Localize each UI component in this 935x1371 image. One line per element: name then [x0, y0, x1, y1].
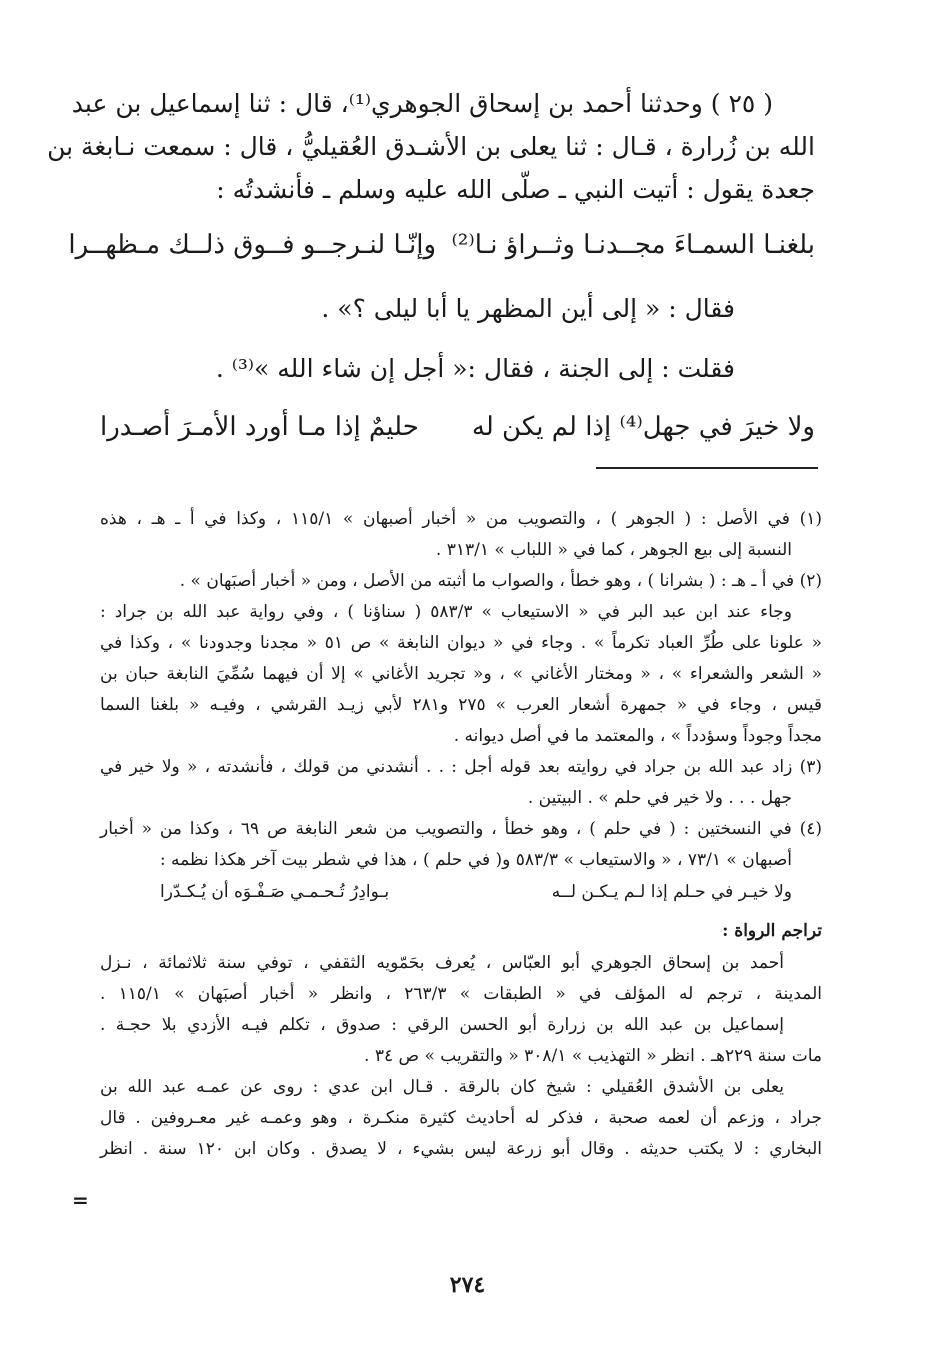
footnote-line: « الشعر والشعراء » ، « ومختار الأغاني » ، و« تجريد الأغاني » إلا أن فيهما سُمِّيَ النابغة حبان بن: [100, 664, 822, 684]
footnote-line: قيس ، وجاء في « جمهرة أشعار العرب » ٢٧٥ و٢٨١ لأبي زيـد القرشي ، وفيـه « بلغنا السما: [100, 695, 822, 715]
verse-first-hemistich: ولا خيرَ في جهل⁽⁴⁾ إذا لم يكن له: [471, 412, 815, 442]
narrator-line: يعلى بن الأشدق العُقيلي : شيخ كان بالرقة . قـال ابن عدي : روى عن عمـه عبد الله بن: [100, 1077, 784, 1097]
dialogue-line: فقال : « إلى أين المظهر يا أبا ليلى ؟» .: [321, 294, 735, 323]
footnote-line: « علونا على طُرِّ العباد تكرماً » . وجاء في « ديوان النابغة » ص ٥١ « مجدنا وجدودنا » ، وكذا في: [100, 633, 822, 653]
footnote-line: (١) في الأصل : ( الجوهر ) ، والتصويب من « أخبار أصبهان » ١١٥/١ ، وكذا في أ ـ هـ ، هذه: [100, 509, 822, 529]
footnote-verse: [100, 876, 822, 908]
footnotes: [100, 504, 822, 1165]
verse-first-hemistich: بلغنـا السمـاءَ مجــدنـا وثــراؤ نـا⁽²⁾: [451, 230, 815, 260]
footnote-line: وجاء عند ابن عبد البر في « الاستيعاب » ٥٨٣/٣ ( سناؤنا ) ، وفي رواية عبد الله بن جراد :: [100, 602, 792, 622]
poem-verse: [68, 217, 815, 273]
footnote-line: (٢) في أ ـ هـ : ( بشرانا ) ، وهو خطأ ، والصواب ما أثبته من الأصل ، ومن « أخبار أصبَهان » .: [179, 571, 822, 591]
main-line: جعدة يقول : أتيت النبي ـ صلّى الله عليه وسلم ـ فأنشدتُه :: [216, 175, 815, 204]
main-text: [47, 82, 815, 455]
continuation-mark: =: [72, 1188, 89, 1212]
footnote-line: جهل . . . ولا خير في حلم » . البيتين .: [527, 788, 792, 808]
verse-second-hemistich: بـوادِرُ تُـحـمـي صَـفْـوَه أن يُـكـدّرا: [160, 882, 390, 902]
footnote-separator: [596, 467, 818, 469]
narrator-line: المدينة ، ترجم له المؤلف في « الطبقات » ٢٦٣/٣ ، وانظر « أخبار أصبَهان » ١١٥/١ .: [100, 984, 822, 1004]
footnote-line: النسبة إلى بيع الجوهر ، كما في « اللباب » ٣١٣/١ .: [435, 540, 792, 560]
narrator-line: البخاري : لا يكتب حديثه . وقال أبو زرعة ليس بشيء ، لا يصدق . وكان ابن ١٢٠ سنة . انظر: [100, 1139, 822, 1159]
verse-second-hemistich: وإنّـا لنـرجــو فــوق ذلــك مـظهــرا: [68, 230, 437, 260]
verse-second-hemistich: حليمٌ إذا مـا أورد الأمـرَ أصـدرا: [100, 412, 419, 442]
narrators-heading: تراجم الرواة :: [722, 921, 822, 941]
narrator-line: مات سنة ٢٢٩هـ . انظر « التهذيب » ٣٠٨/١ « والتقريب » ص ٣٤ .: [364, 1046, 822, 1066]
footnote-line: مجداً وجوداً وسؤدداً » ، والمعتمد ما في أصل ديوانه .: [453, 726, 822, 746]
narrator-line: أحمد بن إسحاق الجوهري أبو العبّاس ، يُعرف بحَمّويه الثقفي ، توفي سنة ثلاثمائة ، نـزل: [100, 953, 784, 973]
narrator-line: جراد ، وزعم أن لعمه صحبة ، فذكر له أحاديث كثيرة منكـرة ، وهو وعمـه غير معـروفين . قال: [100, 1108, 822, 1128]
verse-first-hemistich: ولا خيـر في حـلم إذا لـم يـكـن لــه: [551, 882, 792, 902]
dialogue-line: فقلت : إلى الجنة ، فقال :« أجل إن شاء الله »⁽³⁾ .: [215, 354, 735, 383]
footnote-line: (٣) زاد عبد الله بن جراد في روايته بعد قوله أجل : . . أنشدني من قولك ، فأنشدته ، « ولا خير في: [100, 757, 822, 777]
narrator-line: إسماعيل بن عبد الله بن زرارة أبو الحسن الرقي : صدوق ، تكلم فيـه الأزدي بلا حجـة .: [100, 1015, 784, 1035]
main-line: ( ٢٥ ) وحدثنا أحمد بن إسحاق الجوهري⁽¹⁾، قال : ثنا إسماعيل بن عبد: [71, 89, 773, 118]
footnote-line: (٤) في النسختين : ( في حلم ) ، وهو خطأ ، والتصويب من شعر النابغة ص ٦٩ ، وكذا من « أخبار: [100, 819, 823, 839]
page-number: ٢٧٤: [449, 1272, 486, 1298]
poem-verse: [100, 399, 815, 455]
main-line: الله بن زُرارة ، قـال : ثنا يعلى بن الأشـدق العُقيليُّ ، قال : سمعت نـابغة بن: [47, 132, 815, 161]
footnote-line: أصبهان » ٧٣/١ ، « والاستيعاب » ٥٨٣/٣ و( في حلم ) ، هذا في شطر بيت آخر هكذا نظمه :: [159, 850, 792, 870]
